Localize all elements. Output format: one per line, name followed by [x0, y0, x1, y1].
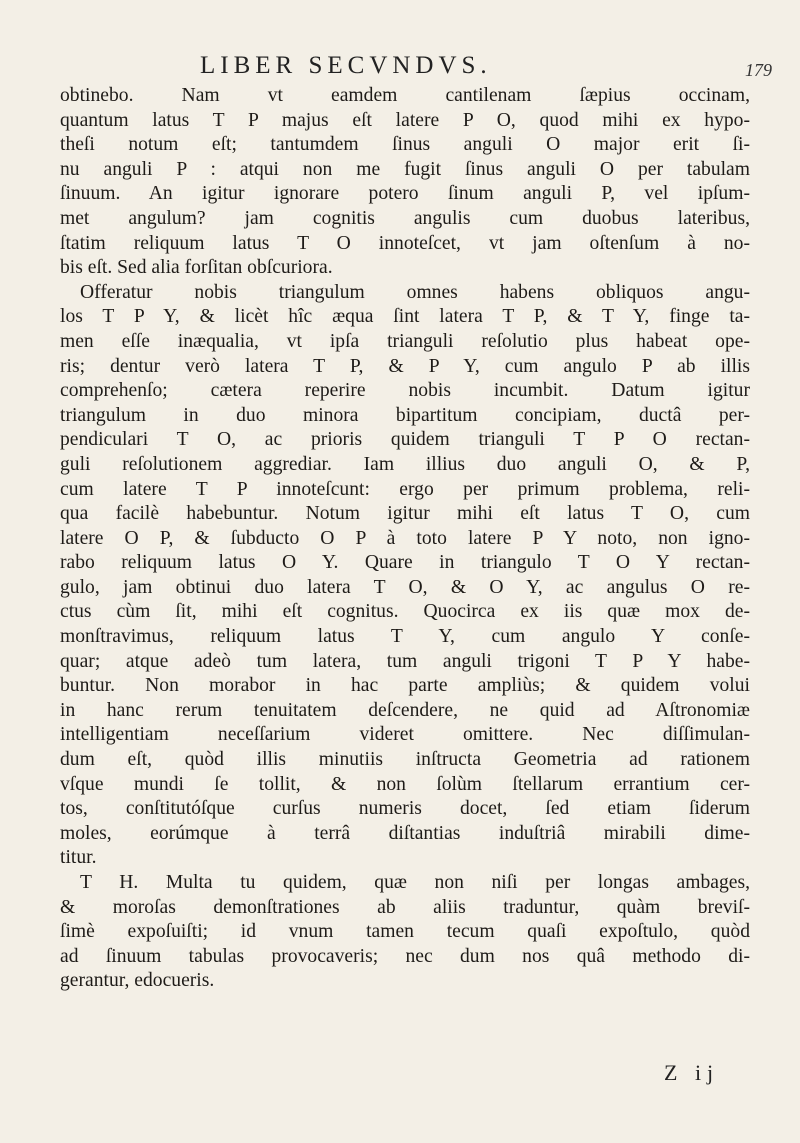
text-line: comprehenſo; cætera reperire nobis incumbit. Datum igitur — [60, 380, 750, 402]
text-line: triangulum in duo minora bipartitum concipiam, ductâ per- — [60, 404, 750, 426]
text-line: ad ſinuum tabulas provocaveris; nec dum nos quâ methodo di- — [60, 945, 750, 967]
text-line: obtinebo. Nam vt eamdem cantilenam ſæpius occinam, — [60, 85, 750, 106]
signature-mark: Z ij — [664, 1060, 720, 1085]
text-line: los T P Y, & licèt hîc æqua ſint latera T P, & T Y, finge ta- — [60, 306, 750, 328]
text-line: quar; atque adeò tum latera, tum anguli trigoni T P Y habe- — [60, 650, 750, 672]
text-line: gerantur, edocueris. — [60, 970, 215, 992]
text-line: ſtatim reliquum latus T O innoteſcet, vt jam oſtenſum à no- — [60, 232, 750, 254]
text-line: rabo reliquum latus O Y. Quare in triangulo T O Y rectan- — [60, 552, 750, 574]
text-line: theſi notum eſt; tantumdem ſinus anguli O major erit ſi- — [60, 134, 750, 156]
text-line: guli reſolutionem aggrediar. Iam illius duo anguli O, & P, — [60, 453, 750, 475]
text-line: titur. — [60, 847, 97, 869]
text-line: ſinuum. An igitur ignorare potero ſinum anguli P, vel ipſum- — [60, 183, 750, 205]
text-line: ctus cùm ſit, mihi eſt cognitus. Quocirca ex iis quæ mox de- — [60, 601, 750, 623]
text-line: met angulum? jam cognitis angulis cum duobus lateribus, — [60, 207, 750, 229]
text-line: cum latere T P innoteſcunt: ergo per primum problema, reli- — [60, 478, 750, 500]
text-line: nu anguli P : atqui non me fugit ſinus anguli O per tabulam — [60, 158, 750, 180]
text-line: gulo, jam obtinui duo latera T O, & O Y, ac angulus O re- — [60, 576, 750, 598]
text-line: moles, eorúmque à terrâ diſtantias induſtriâ mirabili dime- — [60, 822, 750, 844]
text-line: pendiculari T O, ac prioris quidem trianguli T P O rectan- — [60, 429, 750, 451]
page-number: 179 — [745, 60, 772, 80]
text-line: T H. Multa tu quidem, quæ non niſi per longas ambages, — [80, 872, 750, 893]
text-line: quantum latus T P majus eſt latere P O, quod mihi ex hypo- — [60, 109, 750, 131]
text-line: Offeratur nobis triangulum omnes habens obliquos angu- — [80, 281, 750, 303]
text-body — [60, 84, 750, 994]
text-line: monſtravimus, reliquum latus T Y, cum angulo Y conſe- — [60, 626, 750, 648]
text-line: intelligentiam neceſſarium videret omittere. Nec diſſimulan- — [60, 724, 750, 746]
text-line: & moroſas demonſtrationes ab aliis traduntur, quàm breviſ- — [60, 896, 750, 918]
text-line: vſque mundi ſe tollit, & non ſolùm ſtellarum errantium cer- — [60, 773, 750, 795]
text-line: ris; dentur verò latera T P, & P Y, cum angulo P ab illis — [60, 355, 750, 377]
text-line: in hanc rerum tenuitatem deſcendere, ne quid ad Aſtronomiæ — [60, 699, 750, 721]
text-line: bis eſt. Sed alia forſitan obſcuriora. — [60, 257, 333, 279]
text-line: buntur. Non morabor in hac parte ampliùs; & quidem volui — [60, 675, 750, 697]
running-title: LIBER SECVNDVS. — [200, 52, 492, 79]
text-line: dum eſt, quòd illis minutiis inſtructa Geometria ad rationem — [60, 749, 750, 771]
text-line: ſimè expoſuiſti; id vnum tamen tecum quaſi expoſtulo, quòd — [60, 921, 750, 943]
text-line: qua facilè habebuntur. Notum igitur mihi eſt latus T O, cum — [60, 503, 750, 525]
text-line: latere O P, & ſubducto O P à toto latere P Y noto, non igno- — [60, 527, 750, 549]
text-line: tos, conſtitutóſque curſus numeris docet, ſed etiam ſiderum — [60, 798, 750, 820]
text-line: men eſſe inæqualia, vt ipſa trianguli reſolutio plus habeat ope- — [60, 330, 750, 352]
